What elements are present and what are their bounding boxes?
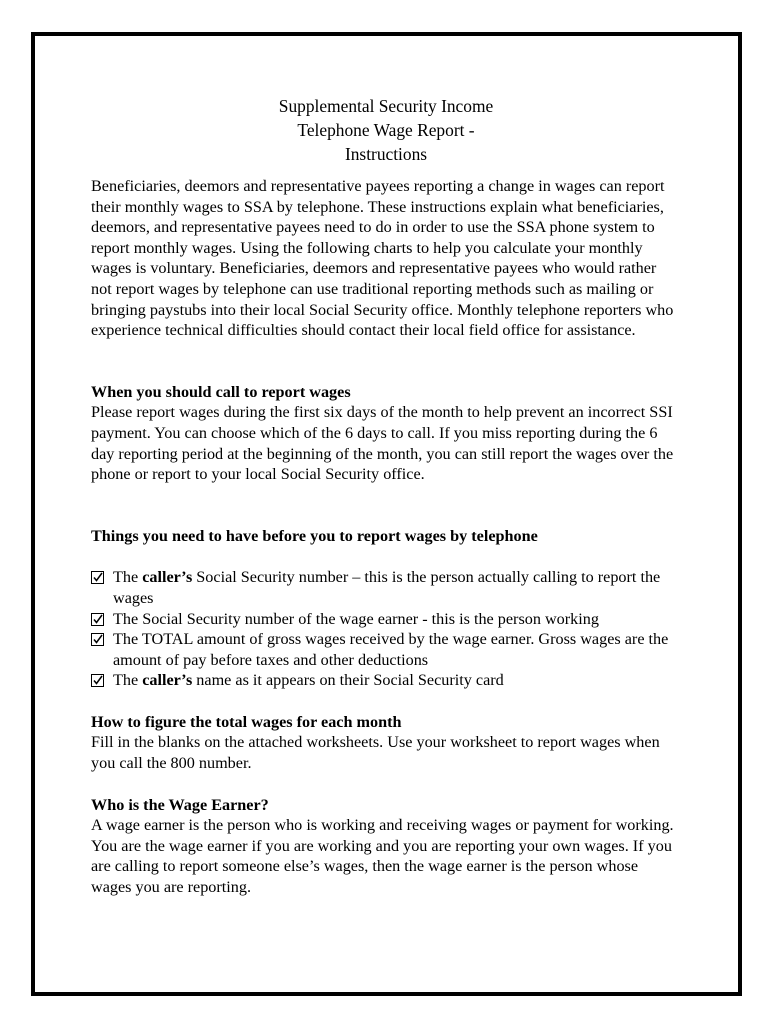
howto-section	[91, 712, 681, 774]
list-item	[91, 567, 681, 608]
howto-heading: How to figure the total wages for each month	[91, 712, 402, 731]
howto-body: Fill in the blanks on the attached worksheets. Use your worksheet to report wages when you call the 800 number.	[91, 733, 660, 773]
document-body	[91, 94, 681, 898]
things-checklist	[91, 567, 681, 691]
when-heading: When you should call to report wages	[91, 382, 351, 401]
title-line-2: Telephone Wage Report -	[297, 120, 475, 140]
item-text: name as it appears on their Social Security card	[192, 671, 504, 690]
checked-box-icon	[91, 633, 104, 646]
who-body: A wage earner is the person who is working and receiving wages or payment for working. You are the wage earner if you are working and you are reporting your own wages. If you are calling to report someone else’s wages, then the wage earner is the person whose wages you are reporting.	[91, 816, 674, 897]
item-text: The TOTAL amount of gross wages received by the wage earner. Gross wages are the amount of pay before taxes and other deductions	[113, 630, 669, 669]
list-item	[91, 609, 681, 630]
document-title	[91, 94, 681, 166]
who-heading: Who is the Wage Earner?	[91, 795, 269, 814]
when-section	[91, 382, 681, 485]
title-line-3: Instructions	[344, 144, 428, 164]
list-item	[91, 629, 681, 670]
item-text: The	[113, 568, 143, 587]
things-heading: Things you need to have before you to report wages by telephone	[91, 526, 538, 545]
checked-box-icon	[91, 613, 104, 626]
checked-box-icon	[91, 674, 104, 687]
who-section	[91, 795, 681, 898]
item-text: The	[113, 671, 143, 690]
when-body: Please report wages during the first six days of the month to help prevent an incorrect SSI payment. You can choose which of the 6 days to call. If you miss reporting during the 6 day reporting period at the beginning of the month, you can still report the wages over the phone or report to your local Social Security office.	[91, 403, 674, 484]
item-bold-text: caller’s	[142, 671, 193, 690]
item-text: Social Security number – this is the person actually calling to report the wages	[113, 568, 661, 607]
intro-paragraph: Beneficiaries, deemors and representative payees reporting a change in wages can report their monthly wages to SSA by telephone. These instructions explain what beneficiaries, deemors, and representative payees need to do in order to use the SSA phone system to report monthly wages. Using the following charts to help you calculate your monthly wages is voluntary. Beneficiaries, deemors and representative payees who would rather not report wages by telephone can use traditional reporting methods such as mailing or bringing paystubs into their local Social Security office. Monthly telephone reporters who experience technical difficulties should contact their local field office for assistance.	[91, 177, 674, 340]
item-text: The Social Security number of the wage earner - this is the person working	[113, 609, 599, 628]
checked-box-icon	[91, 571, 104, 584]
title-line-1: Supplemental Security Income	[278, 96, 494, 116]
list-item	[91, 670, 681, 691]
item-bold-text: caller’s	[142, 568, 193, 587]
